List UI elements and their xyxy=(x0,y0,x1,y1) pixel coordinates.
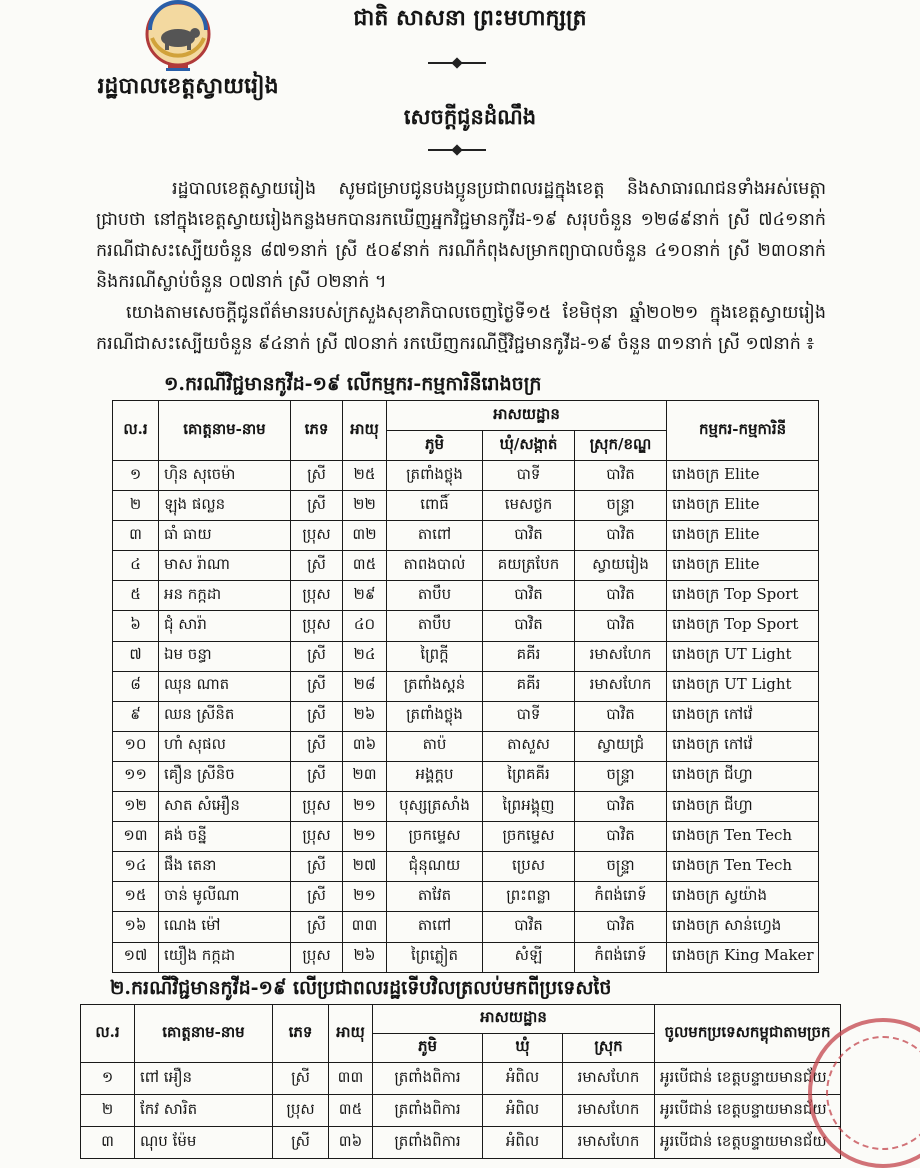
table-cell: រោងចក្រ King Maker xyxy=(667,942,819,972)
col-header-no: ល.រ xyxy=(81,1005,135,1063)
table-cell: ២១ xyxy=(343,822,387,852)
table-cell: បាវិត xyxy=(575,912,667,942)
table-cell: ២ xyxy=(113,491,159,521)
table-row xyxy=(113,581,819,611)
provincial-emblem-icon xyxy=(138,0,218,74)
table-cell: ជុំនុណយ xyxy=(387,852,483,882)
table-cell: គគីរ xyxy=(483,641,575,671)
table-cell: អូរបើជាន់ ខេត្តបន្ទាយមានជ័យ xyxy=(655,1063,841,1095)
table-cell: ១១ xyxy=(113,761,159,791)
table-cell: រោងចក្រ UT Light xyxy=(667,671,819,701)
col-header-address: អាសយដ្ឋាន xyxy=(387,401,667,431)
table-row xyxy=(113,551,819,581)
table-cell: ប្រុស xyxy=(291,611,343,641)
table-cell: ប្រុស xyxy=(291,792,343,822)
table-cell: បុស្សត្រសាំង xyxy=(387,792,483,822)
table-cell: ហាំ សុផល xyxy=(159,731,291,761)
table-cell: ៣២ xyxy=(343,521,387,551)
table-cell: តាពៅ xyxy=(387,912,483,942)
table-cell: ច្រកម្ទេស xyxy=(483,822,575,852)
table-cell: អន កក្កដា xyxy=(159,581,291,611)
intro-paragraph: រដ្ឋបាលខេត្តស្វាយរៀង សូមជម្រាបជូនបងប្អូនប្រជាពលរដ្ឋក្នុងខេត្ត និងសាធារណជនទាំងអស់មេត្តាជ្រាបថា នៅក្នុងខេត្តស្វាយរៀងកន្លងមកបានរកឃើញអ្នកវិជ្ជមានកូវីដ-១៩ សរុបចំនួន ១២៨៩នាក់ ស្រី ៧៤១នាក់ ករណីជាសះស្បើយចំនួន ៨៧១នាក់ ស្រី ៥០៩នាក់ ករណីកំពុងសម្រាកព្យាបាលចំនួន ៤១០នាក់ ស្រី ២៣០នាក់ និងករណីស្លាប់ចំនួន ០៧នាក់ ស្រី ០២នាក់ ។ xyxy=(96,179,826,292)
table-cell: កំពង់រោទ៍ xyxy=(575,942,667,972)
table-cell: បាវិត xyxy=(575,461,667,491)
table-cell: រមាសហែក xyxy=(575,641,667,671)
table-row xyxy=(113,912,819,942)
table-cell: ២២ xyxy=(343,491,387,521)
table-row xyxy=(113,671,819,701)
table-cell: បាវិត xyxy=(483,611,575,641)
table-cell: ៣៣ xyxy=(329,1063,373,1095)
table-cell: រោងចក្រ ស្វយ៉ាង xyxy=(667,882,819,912)
table-row xyxy=(113,491,819,521)
table-cell: ២៩ xyxy=(343,581,387,611)
table-row xyxy=(113,701,819,731)
factory-cases-table xyxy=(112,400,819,973)
table-cell: ៣ xyxy=(81,1127,135,1159)
table-cell: បាវិត xyxy=(575,701,667,731)
table-cell: អូរបើជាន់ ខេត្តបន្ទាយមានជ័យ xyxy=(655,1127,841,1159)
table-cell: ស្រី xyxy=(291,882,343,912)
table-cell: យឿង កក្កដា xyxy=(159,942,291,972)
table-cell: គឿន ស្រីនិច xyxy=(159,761,291,791)
table-cell: ច្រកម្ទេស xyxy=(387,822,483,852)
table-row xyxy=(113,792,819,822)
table-cell: ៣៥ xyxy=(329,1095,373,1127)
table-row xyxy=(113,882,819,912)
table-cell: ២ xyxy=(81,1095,135,1127)
section2-heading: ២.ករណីវិជ្ជមានកូវីដ-១៩ លើប្រជាពលរដ្ឋទើបវិលត្រលប់មកពីប្រទេសថៃ xyxy=(110,977,612,999)
office-name: រដ្ឋបាលខេត្តស្វាយរៀង xyxy=(97,73,279,99)
table-cell: គយត្របែក xyxy=(483,551,575,581)
ministry-paragraph: យោងតាមសេចក្ដីជូនព័ត៌មានរបស់ក្រសួងសុខាភិបាលចេញថ្ងៃទី១៥ ខែមិថុនា ឆ្នាំ២០២១ ក្នុងខេត្តស្វាយរៀង ករណីជាសះស្បើយចំនួន ៩៤នាក់ ស្រី ៧០នាក់ រកឃើញករណីថ្មីវិជ្ជមានកូវីដ-១៩ ចំនួន ៣១នាក់ ស្រី ១៧នាក់ ៖ xyxy=(96,303,826,354)
table-cell: ប្រេស xyxy=(483,852,575,882)
table-row xyxy=(81,1095,841,1127)
col-header-name: គោត្តនាម-នាម xyxy=(159,401,291,461)
table-cell: ៣៥ xyxy=(343,551,387,581)
table-cell: ហ៊ិន សុចេម៉ា xyxy=(159,461,291,491)
table-cell: ព្រះពន្លា xyxy=(483,882,575,912)
table-cell: ១ xyxy=(81,1063,135,1095)
table-row xyxy=(113,461,819,491)
table-row xyxy=(113,761,819,791)
table-cell: ២១ xyxy=(343,882,387,912)
table-cell: បាវិត xyxy=(575,611,667,641)
table-cell: រោងចក្រ Top Sport xyxy=(667,581,819,611)
col-header-commune: ឃុំ xyxy=(483,1034,563,1063)
table-cell: ស្រី xyxy=(291,461,343,491)
table-cell: ២៨ xyxy=(343,671,387,701)
national-motto: ជាតិ សាសនា ព្រះមហាក្សត្រ xyxy=(353,5,587,31)
table-cell: រោងចក្រ Top Sport xyxy=(667,611,819,641)
table-cell: រោងចក្រ សាន់ហ្វេង xyxy=(667,912,819,942)
table-cell: ស្រី xyxy=(291,912,343,942)
table-cell: ព្រៃអង្គុញ xyxy=(483,792,575,822)
table-cell: សំឡី xyxy=(483,942,575,972)
table-cell: ប្រុស xyxy=(291,942,343,972)
col-header-origin: ចូលមកប្រទេសកម្ពុជាតាមច្រក xyxy=(655,1005,841,1063)
table-cell: ត្រពាំងថ្លុង xyxy=(387,701,483,731)
table-cell: ពោធិ៍ xyxy=(387,491,483,521)
table-cell: ប្រុស xyxy=(291,521,343,551)
ornament-divider xyxy=(428,149,486,151)
table-cell: ៩ xyxy=(113,701,159,731)
table-cell: បាវិត xyxy=(483,581,575,611)
table-cell: ៧ xyxy=(113,641,159,671)
table-cell: ស្រី xyxy=(291,701,343,731)
table-cell: រោងចក្រ ជីហ្វា xyxy=(667,761,819,791)
table-cell: ៣ xyxy=(113,521,159,551)
col-header-village: ភូមិ xyxy=(373,1034,483,1063)
table-cell: ៣៣ xyxy=(343,912,387,942)
table-cell: ១ xyxy=(113,461,159,491)
table-cell: អូរបើជាន់ ខេត្តបន្ទាយមានជ័យ xyxy=(655,1095,841,1127)
table-cell: ស្វាយរៀង xyxy=(575,551,667,581)
table-cell: ៣៦ xyxy=(329,1127,373,1159)
table-cell: រោងចក្រ Ten Tech xyxy=(667,852,819,882)
col-header-district: ស្រុក xyxy=(563,1034,655,1063)
table-cell: ៨ xyxy=(113,671,159,701)
table-cell: ត្រពាំងពិការ xyxy=(373,1095,483,1127)
table-cell: ស្រី xyxy=(291,641,343,671)
table-cell: តាពងបាល់ xyxy=(387,551,483,581)
table-cell: រមាសហែក xyxy=(575,671,667,701)
table-cell: អង្គក្ដប xyxy=(387,761,483,791)
table-cell: គគីរ xyxy=(483,671,575,701)
table-cell: មេសថ្ងក xyxy=(483,491,575,521)
table-cell: ២៣ xyxy=(343,761,387,791)
table-cell: ឈន ស្រីនិត xyxy=(159,701,291,731)
table-row xyxy=(113,822,819,852)
table-cell: ត្រពាំងថ្លុង xyxy=(387,461,483,491)
table-row xyxy=(81,1063,841,1095)
table-cell: ១៥ xyxy=(113,882,159,912)
returnee-cases-table xyxy=(80,1004,841,1159)
table-cell: តាសួស xyxy=(483,731,575,761)
table-cell: តាពៅ xyxy=(387,521,483,551)
table-cell: ១៧ xyxy=(113,942,159,972)
section1-heading: ១.ករណីវិជ្ជមានកូវីដ-១៩ លើកម្មករ-កម្មការិនីរោងចក្រ xyxy=(164,373,542,395)
table-cell: ចាន់ មូលីណា xyxy=(159,882,291,912)
table-cell: គង់ ចន្នី xyxy=(159,822,291,852)
table-cell: ស្រី xyxy=(291,551,343,581)
table-cell: ចន្ទ្រា xyxy=(575,852,667,882)
table-cell: ស្រី xyxy=(291,491,343,521)
table-cell: រោងចក្រ Elite xyxy=(667,491,819,521)
table-cell: បាវិត xyxy=(483,521,575,551)
col-header-village: ភូមិ xyxy=(387,431,483,461)
col-header-district: ស្រុក/ខណ្ឌ xyxy=(575,431,667,461)
col-header-name: គោត្តនាម-នាម xyxy=(135,1005,273,1063)
table-row xyxy=(113,731,819,761)
table-cell: ២៦ xyxy=(343,701,387,731)
table-cell: កែវ សារិត xyxy=(135,1095,273,1127)
table-cell: ធាំ ធាយ xyxy=(159,521,291,551)
table-cell: ស្វាយជ្រំ xyxy=(575,731,667,761)
table-cell: បាវិត xyxy=(575,792,667,822)
table-cell: ព្រៃគគីរ xyxy=(483,761,575,791)
table-cell: តាបឹប xyxy=(387,581,483,611)
table-cell: បាវិត xyxy=(575,521,667,551)
table-cell: ត្រពាំងស្គន់ xyxy=(387,671,483,701)
table-cell: បាទី xyxy=(483,701,575,731)
table-cell: រោងចក្រ កៅវ៉េ xyxy=(667,731,819,761)
table-cell: រមាសហែក xyxy=(563,1063,655,1095)
col-header-age: អាយុ xyxy=(329,1005,373,1063)
table-cell: ឡុង ផល្លន xyxy=(159,491,291,521)
table-cell: រោងចក្រ ជីហ្វា xyxy=(667,792,819,822)
table-cell: ប្រុស xyxy=(273,1095,329,1127)
table-cell: ១២ xyxy=(113,792,159,822)
table-cell: ៤ xyxy=(113,551,159,581)
table-cell: ចន្ទ្រា xyxy=(575,761,667,791)
table-row xyxy=(113,521,819,551)
table-cell: ៥ xyxy=(113,581,159,611)
table-cell: អំពិល xyxy=(483,1063,563,1095)
ornament-divider xyxy=(428,62,486,64)
col-header-sex: ភេទ xyxy=(291,401,343,461)
table-cell: មាស រ៉ាណា xyxy=(159,551,291,581)
table-cell: ១៣ xyxy=(113,822,159,852)
table-cell: រោងចក្រ កៅវ៉េ xyxy=(667,701,819,731)
col-header-address: អាសយដ្ឋាន xyxy=(373,1005,655,1034)
table-cell: កំពង់រោទ៍ xyxy=(575,882,667,912)
document-title: សេចក្ដីជូនដំណឹង xyxy=(403,104,537,129)
table-cell: បាវិត xyxy=(575,581,667,611)
table-cell: ឯម ចន្ធា xyxy=(159,641,291,671)
table-cell: ស្រី xyxy=(291,852,343,882)
table-cell: រមាសហែក xyxy=(563,1127,655,1159)
table-cell: ប្រុស xyxy=(291,822,343,852)
table-cell: ជុំ សារ៉ា xyxy=(159,611,291,641)
table-cell: ត្រពាំងពិការ xyxy=(373,1127,483,1159)
table-cell: បាទី xyxy=(483,461,575,491)
col-header-no: ល.រ xyxy=(113,401,159,461)
table-cell: ព្រៃក្តី xyxy=(387,641,483,671)
table-cell: ឈុន ណាត xyxy=(159,671,291,701)
table-cell: ព្រៃភ្លៀត xyxy=(387,942,483,972)
table-cell: ៦ xyxy=(113,611,159,641)
table-cell: តាប៉ xyxy=(387,731,483,761)
table-row xyxy=(113,641,819,671)
table-cell: ណុប ម៉ែម xyxy=(135,1127,273,1159)
table-row xyxy=(113,852,819,882)
table-cell: តាបឹប xyxy=(387,611,483,641)
table-cell: ចន្ទ្រា xyxy=(575,491,667,521)
table-cell: សាត សំអឿន xyxy=(159,792,291,822)
table-cell: ស្រី xyxy=(291,671,343,701)
col-header-commune: ឃុំ/សង្កាត់ xyxy=(483,431,575,461)
table-cell: ត្រពាំងពិការ xyxy=(373,1063,483,1095)
col-header-sex: ភេទ xyxy=(273,1005,329,1063)
table-cell: បាវិត xyxy=(575,822,667,852)
table-cell: ស្រី xyxy=(273,1063,329,1095)
table-cell: ១០ xyxy=(113,731,159,761)
table-row xyxy=(113,611,819,641)
table-cell: អំពិល xyxy=(483,1127,563,1159)
table-cell: ស្រី xyxy=(291,731,343,761)
table-cell: តាវែត xyxy=(387,882,483,912)
table-cell: ១៤ xyxy=(113,852,159,882)
table-row xyxy=(81,1127,841,1159)
table-cell: រមាសហែក xyxy=(563,1095,655,1127)
table-cell: ១៦ xyxy=(113,912,159,942)
table-cell: ណេង ម៉ៅ xyxy=(159,912,291,942)
table-cell: ២៤ xyxy=(343,641,387,671)
table-row xyxy=(113,942,819,972)
table-cell: រោងចក្រ Ten Tech xyxy=(667,822,819,852)
table-cell: រោងចក្រ Elite xyxy=(667,461,819,491)
col-header-age: អាយុ xyxy=(343,401,387,461)
table-cell: ៤០ xyxy=(343,611,387,641)
table-cell: ផឹង តេនា xyxy=(159,852,291,882)
table-cell: រោងចក្រ Elite xyxy=(667,521,819,551)
table-cell: អំពិល xyxy=(483,1095,563,1127)
table-cell: ៣៦ xyxy=(343,731,387,761)
table-cell: ពៅ អឿន xyxy=(135,1063,273,1095)
table-cell: បាវិត xyxy=(483,912,575,942)
table-cell: រោងចក្រ Elite xyxy=(667,551,819,581)
table-cell: រោងចក្រ UT Light xyxy=(667,641,819,671)
table-cell: ២១ xyxy=(343,792,387,822)
table-cell: ប្រុស xyxy=(291,581,343,611)
table-cell: ២៥ xyxy=(343,461,387,491)
table-cell: ២៧ xyxy=(343,852,387,882)
table-cell: ស្រី xyxy=(291,761,343,791)
table-cell: ២៦ xyxy=(343,942,387,972)
table-cell: ស្រី xyxy=(273,1127,329,1159)
col-header-workplace: កម្មករ-កម្មការិនី xyxy=(667,401,819,461)
